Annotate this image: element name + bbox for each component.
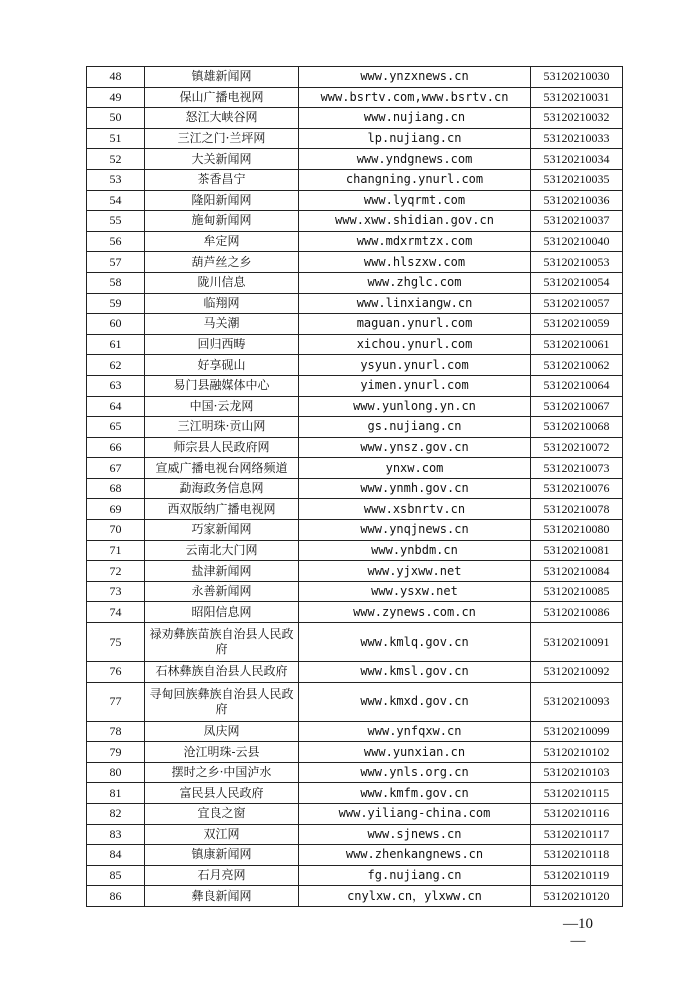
site-name: 三江之门·兰坪网 xyxy=(145,128,299,149)
registration-code: 53120210120 xyxy=(531,886,623,907)
site-name: 保山广播电视网 xyxy=(145,87,299,108)
registration-code: 53120210037 xyxy=(531,211,623,232)
registration-code: 53120210068 xyxy=(531,417,623,438)
row-number: 82 xyxy=(87,804,145,825)
site-name: 隆阳新闻网 xyxy=(145,190,299,211)
site-name: 师宗县人民政府网 xyxy=(145,437,299,458)
site-name: 昭阳信息网 xyxy=(145,602,299,623)
site-name: 富民县人民政府 xyxy=(145,783,299,804)
table-row xyxy=(87,721,623,742)
table-row xyxy=(87,865,623,886)
site-url: www.ynsz.gov.cn xyxy=(299,437,531,458)
site-name: 寻甸回族彝族自治县人民政府 xyxy=(145,682,299,721)
table-row xyxy=(87,293,623,314)
table-row xyxy=(87,561,623,582)
table-row xyxy=(87,67,623,88)
site-url: www.sjnews.cn xyxy=(299,824,531,845)
registration-code: 53120210078 xyxy=(531,499,623,520)
table-row xyxy=(87,231,623,252)
table-row xyxy=(87,252,623,273)
registration-code: 53120210091 xyxy=(531,623,623,662)
site-name: 摆时之乡·中国泸水 xyxy=(145,762,299,783)
site-url: www.kmlq.gov.cn xyxy=(299,623,531,662)
site-url: www.bsrtv.com,www.bsrtv.cn xyxy=(299,87,531,108)
table-row xyxy=(87,623,623,662)
site-name: 怒江大峡谷网 xyxy=(145,108,299,129)
site-name: 易门县融媒体中心 xyxy=(145,375,299,396)
row-number: 71 xyxy=(87,540,145,561)
site-name: 盐津新闻网 xyxy=(145,561,299,582)
site-name: 彝良新闻网 xyxy=(145,886,299,907)
site-url: xichou.ynurl.com xyxy=(299,334,531,355)
site-url: fg.nujiang.cn xyxy=(299,865,531,886)
table-row xyxy=(87,211,623,232)
row-number: 75 xyxy=(87,623,145,662)
registration-code: 53120210036 xyxy=(531,190,623,211)
site-url: www.nujiang.cn xyxy=(299,108,531,129)
site-name: 西双版纳广播电视网 xyxy=(145,499,299,520)
site-name: 好享砚山 xyxy=(145,355,299,376)
table-row xyxy=(87,662,623,683)
site-name: 宜良之窗 xyxy=(145,804,299,825)
website-registry-table xyxy=(86,66,623,907)
site-name: 施甸新闻网 xyxy=(145,211,299,232)
site-name: 石林彝族自治县人民政府 xyxy=(145,662,299,683)
table-row xyxy=(87,682,623,721)
site-url: www.yjxww.net xyxy=(299,561,531,582)
page-number: —10— xyxy=(563,916,593,949)
registration-code: 53120210031 xyxy=(531,87,623,108)
site-url: www.zynews.com.cn xyxy=(299,602,531,623)
site-url: www.yiliang-china.com xyxy=(299,804,531,825)
registration-code: 53120210067 xyxy=(531,396,623,417)
table-row xyxy=(87,478,623,499)
site-name: 镇康新闻网 xyxy=(145,845,299,866)
site-url: ynxw.com xyxy=(299,458,531,479)
site-url: www.ynbdm.cn xyxy=(299,540,531,561)
row-number: 51 xyxy=(87,128,145,149)
table-row xyxy=(87,314,623,335)
table-row xyxy=(87,272,623,293)
registration-code: 53120210086 xyxy=(531,602,623,623)
site-name: 凤庆网 xyxy=(145,721,299,742)
registration-code: 53120210103 xyxy=(531,762,623,783)
site-url: www.mdxrmtzx.com xyxy=(299,231,531,252)
table-row xyxy=(87,355,623,376)
row-number: 54 xyxy=(87,190,145,211)
site-name: 沧江明珠-云县 xyxy=(145,742,299,763)
row-number: 84 xyxy=(87,845,145,866)
registration-code: 53120210099 xyxy=(531,721,623,742)
table-row xyxy=(87,886,623,907)
registration-code: 53120210032 xyxy=(531,108,623,129)
row-number: 57 xyxy=(87,252,145,273)
site-url: www.ynfqxw.cn xyxy=(299,721,531,742)
table-body xyxy=(87,67,623,907)
row-number: 76 xyxy=(87,662,145,683)
registration-code: 53120210059 xyxy=(531,314,623,335)
site-url: www.zhglc.com xyxy=(299,272,531,293)
row-number: 55 xyxy=(87,211,145,232)
site-name: 牟定网 xyxy=(145,231,299,252)
site-name: 马关潮 xyxy=(145,314,299,335)
registration-code: 53120210030 xyxy=(531,67,623,88)
site-url: www.lyqrmt.com xyxy=(299,190,531,211)
site-url: www.ynqjnews.cn xyxy=(299,520,531,541)
row-number: 72 xyxy=(87,561,145,582)
registration-code: 53120210054 xyxy=(531,272,623,293)
registration-code: 53120210085 xyxy=(531,581,623,602)
site-url: ysyun.ynurl.com xyxy=(299,355,531,376)
table-row xyxy=(87,396,623,417)
site-url: www.yunlong.yn.cn xyxy=(299,396,531,417)
table-row xyxy=(87,499,623,520)
row-number: 52 xyxy=(87,149,145,170)
site-url: www.kmfm.gov.cn xyxy=(299,783,531,804)
table-row xyxy=(87,190,623,211)
site-url: cnylxw.cn，ylxww.cn xyxy=(299,886,531,907)
registration-code: 53120210076 xyxy=(531,478,623,499)
registration-code: 53120210040 xyxy=(531,231,623,252)
registration-code: 53120210119 xyxy=(531,865,623,886)
row-number: 58 xyxy=(87,272,145,293)
registration-code: 53120210080 xyxy=(531,520,623,541)
site-name: 禄劝彝族苗族自治县人民政府 xyxy=(145,623,299,662)
row-number: 81 xyxy=(87,783,145,804)
site-url: www.linxiangw.cn xyxy=(299,293,531,314)
row-number: 68 xyxy=(87,478,145,499)
registration-code: 53120210093 xyxy=(531,682,623,721)
row-number: 66 xyxy=(87,437,145,458)
table-row xyxy=(87,169,623,190)
site-name: 陇川信息 xyxy=(145,272,299,293)
registration-code: 53120210033 xyxy=(531,128,623,149)
registration-code: 53120210057 xyxy=(531,293,623,314)
table-row xyxy=(87,824,623,845)
registration-code: 53120210118 xyxy=(531,845,623,866)
table-row xyxy=(87,149,623,170)
site-name: 宣威广播电视台网络频道 xyxy=(145,458,299,479)
site-url: www.kmsl.gov.cn xyxy=(299,662,531,683)
registration-code: 53120210064 xyxy=(531,375,623,396)
row-number: 85 xyxy=(87,865,145,886)
site-url: www.kmxd.gov.cn xyxy=(299,682,531,721)
table-row xyxy=(87,520,623,541)
row-number: 86 xyxy=(87,886,145,907)
site-name: 大关新闻网 xyxy=(145,149,299,170)
row-number: 73 xyxy=(87,581,145,602)
site-name: 巧家新闻网 xyxy=(145,520,299,541)
site-name: 葫芦丝之乡 xyxy=(145,252,299,273)
site-name: 茶香昌宁 xyxy=(145,169,299,190)
site-url: www.ynzxnews.cn xyxy=(299,67,531,88)
row-number: 83 xyxy=(87,824,145,845)
table-row xyxy=(87,375,623,396)
registration-code: 53120210034 xyxy=(531,149,623,170)
registration-code: 53120210062 xyxy=(531,355,623,376)
row-number: 60 xyxy=(87,314,145,335)
site-name: 镇雄新闻网 xyxy=(145,67,299,88)
row-number: 64 xyxy=(87,396,145,417)
registration-code: 53120210102 xyxy=(531,742,623,763)
site-url: www.xww.shidian.gov.cn xyxy=(299,211,531,232)
site-name: 云南北大门网 xyxy=(145,540,299,561)
site-name: 三江明珠·贡山网 xyxy=(145,417,299,438)
table-row xyxy=(87,417,623,438)
row-number: 56 xyxy=(87,231,145,252)
registration-code: 53120210053 xyxy=(531,252,623,273)
registration-code: 53120210061 xyxy=(531,334,623,355)
registration-code: 53120210116 xyxy=(531,804,623,825)
table-row xyxy=(87,128,623,149)
site-url: www.hlszxw.com xyxy=(299,252,531,273)
table-row xyxy=(87,458,623,479)
row-number: 67 xyxy=(87,458,145,479)
row-number: 59 xyxy=(87,293,145,314)
row-number: 49 xyxy=(87,87,145,108)
table-row xyxy=(87,742,623,763)
site-name: 永善新闻网 xyxy=(145,581,299,602)
registration-code: 53120210081 xyxy=(531,540,623,561)
table-row xyxy=(87,845,623,866)
row-number: 65 xyxy=(87,417,145,438)
site-url: changning.ynurl.com xyxy=(299,169,531,190)
row-number: 77 xyxy=(87,682,145,721)
table-row xyxy=(87,108,623,129)
site-url: www.ynmh.gov.cn xyxy=(299,478,531,499)
registration-code: 53120210115 xyxy=(531,783,623,804)
row-number: 74 xyxy=(87,602,145,623)
site-url: www.yunxian.cn xyxy=(299,742,531,763)
table-row xyxy=(87,540,623,561)
table-row xyxy=(87,783,623,804)
registration-code: 53120210072 xyxy=(531,437,623,458)
site-url: www.xsbnrtv.cn xyxy=(299,499,531,520)
table-row xyxy=(87,334,623,355)
table-row xyxy=(87,581,623,602)
table-row xyxy=(87,87,623,108)
registration-code: 53120210035 xyxy=(531,169,623,190)
site-url: maguan.ynurl.com xyxy=(299,314,531,335)
row-number: 50 xyxy=(87,108,145,129)
row-number: 53 xyxy=(87,169,145,190)
row-number: 62 xyxy=(87,355,145,376)
site-url: www.ynls.org.cn xyxy=(299,762,531,783)
site-url: yimen.ynurl.com xyxy=(299,375,531,396)
site-name: 双江网 xyxy=(145,824,299,845)
row-number: 70 xyxy=(87,520,145,541)
site-url: lp.nujiang.cn xyxy=(299,128,531,149)
site-url: www.yndgnews.com xyxy=(299,149,531,170)
registration-code: 53120210084 xyxy=(531,561,623,582)
row-number: 69 xyxy=(87,499,145,520)
site-name: 临翔网 xyxy=(145,293,299,314)
registration-code: 53120210073 xyxy=(531,458,623,479)
registration-code: 53120210092 xyxy=(531,662,623,683)
row-number: 63 xyxy=(87,375,145,396)
table-row xyxy=(87,602,623,623)
table-row xyxy=(87,437,623,458)
row-number: 61 xyxy=(87,334,145,355)
row-number: 80 xyxy=(87,762,145,783)
row-number: 79 xyxy=(87,742,145,763)
registration-code: 53120210117 xyxy=(531,824,623,845)
table-row xyxy=(87,804,623,825)
row-number: 48 xyxy=(87,67,145,88)
site-url: gs.nujiang.cn xyxy=(299,417,531,438)
site-name: 勐海政务信息网 xyxy=(145,478,299,499)
table-row xyxy=(87,762,623,783)
site-name: 回归西畴 xyxy=(145,334,299,355)
site-name: 石月亮网 xyxy=(145,865,299,886)
row-number: 78 xyxy=(87,721,145,742)
site-name: 中国·云龙网 xyxy=(145,396,299,417)
site-url: www.ysxw.net xyxy=(299,581,531,602)
site-url: www.zhenkangnews.cn xyxy=(299,845,531,866)
